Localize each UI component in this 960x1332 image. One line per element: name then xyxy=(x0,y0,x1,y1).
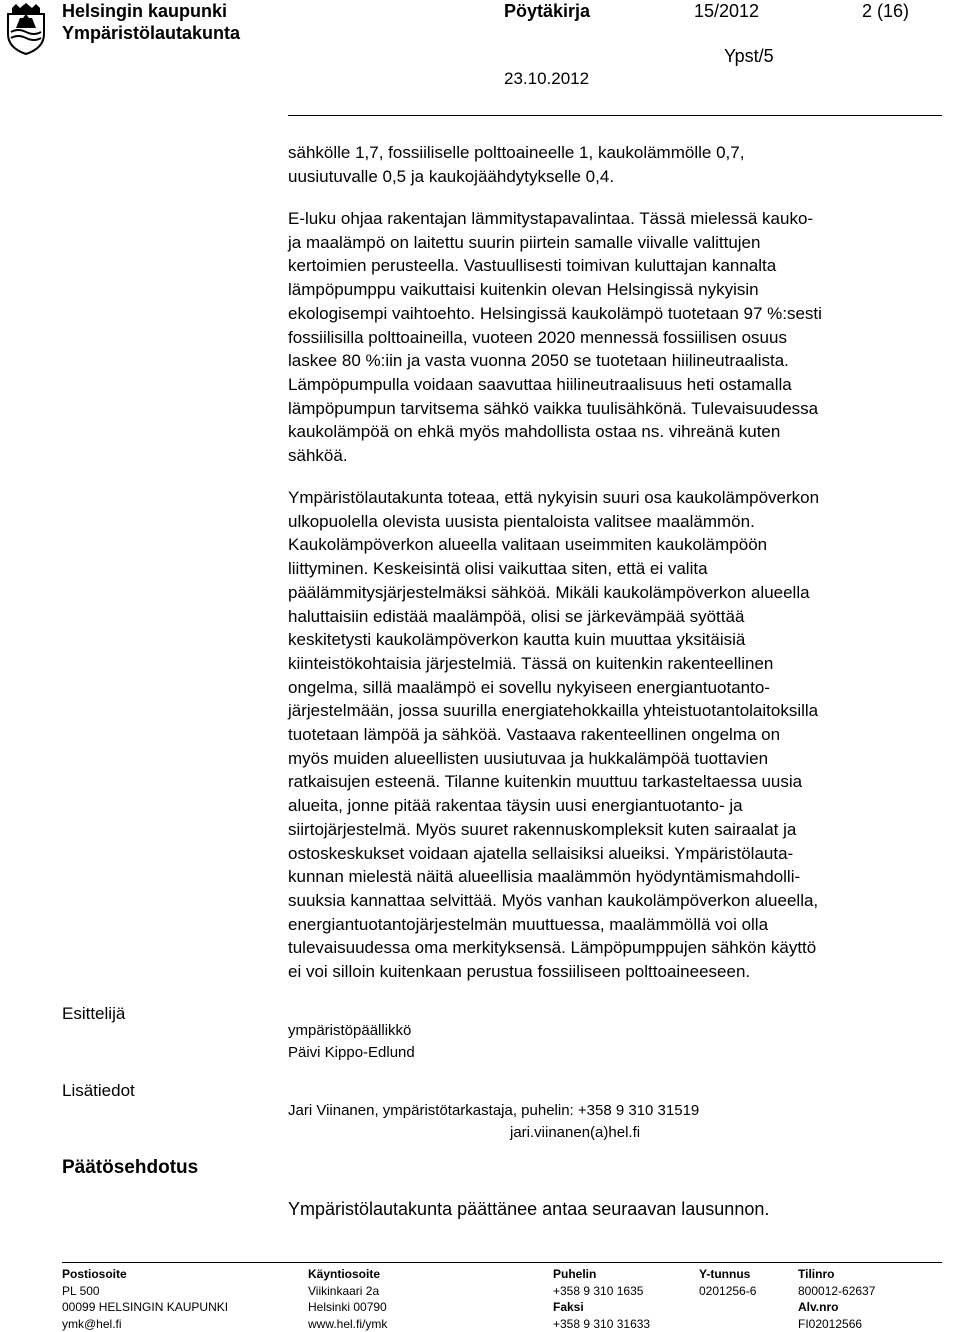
doc-type: Pöytäkirja xyxy=(504,1,591,21)
page-number: 2 (16) xyxy=(862,1,910,21)
proposal-heading: Päätösehdotus xyxy=(62,1157,199,1178)
footer-value: 0201256-6 xyxy=(699,1283,757,1298)
text-line: ongelma, sillä maalämpö ei sovellu nykyiseen energiantuotanto- xyxy=(288,677,770,697)
footer-postal xyxy=(62,1266,228,1332)
section-id: Ypst/5 xyxy=(724,46,774,66)
footer-website-link[interactable]: www.hel.fi/ymk xyxy=(308,1316,388,1331)
text-line: lämpöpumppu vaikuttaisi kuitenkin olevan Helsingissä nykyisin xyxy=(288,280,759,300)
footer-value: 00099 HELSINGIN KAUPUNKI xyxy=(62,1300,229,1314)
presenter-title: ympäristöpäällikkö xyxy=(288,1022,412,1039)
footer-value: +358 9 310 1635 xyxy=(553,1283,644,1298)
text-line: tulevaisuudessa oma merkityksensä. Lämpöpumppujen sähkön käyttö xyxy=(288,938,817,958)
text-line: Kaukolämpöverkon alueella valitaan useimmiten kaukolämpöön xyxy=(288,535,768,555)
footer-heading: Alv.nro xyxy=(798,1300,839,1314)
org-name: Helsingin kaupunki xyxy=(62,1,228,21)
presenter-block xyxy=(288,1020,415,1064)
text-line: kaukolämpöä on ehkä myös mahdollista ostaa ns. vihreänä kuten xyxy=(288,422,781,442)
text-line: laskee 80 %:iin ja vasta vuonna 2050 se tuotetaan hiilineutraalista. xyxy=(288,351,789,371)
info-email: jari.viinanen(a)hel.fi xyxy=(510,1124,641,1141)
presenter-label: Esittelijä xyxy=(62,1004,126,1023)
text-line: uusiutuvalle 0,5 ja kaukojäähdytykselle 0,4. xyxy=(288,166,615,186)
footer-business-id xyxy=(699,1266,756,1299)
footer-value: 800012-62637 xyxy=(798,1283,876,1298)
text-line: kunnan mielestä näitä alueellisia maalämmön hyödyntämismahdolli- xyxy=(288,867,801,887)
footer-value: FI02012566 xyxy=(798,1316,863,1331)
meeting-date: 23.10.2012 xyxy=(504,69,590,88)
text-line: fossiilisilla polttoaineilla, vuoteen 2020 mennessä fossiilisen osuus xyxy=(288,327,787,347)
text-line: haluttaisiin edistää maalämpöä, olisi se järkevämpää syöttää xyxy=(288,606,745,626)
footer-heading: Puhelin xyxy=(553,1267,597,1281)
text-line: liittyminen. Keskeisintä olisi vaikuttaa siten, että ei valita xyxy=(288,559,708,579)
paragraph-3 xyxy=(288,486,819,984)
helsinki-crest-icon xyxy=(4,2,48,56)
text-line: ulkopuolella olevista uusista pientaloista valitsee maalämmön. xyxy=(288,511,755,531)
text-line: siirtojärjestelmä. Myös suuret rakennuskompleksit kuten sairaalat ja xyxy=(288,819,797,839)
text-line: päälämmitysjärjestelmäksi sähköä. Mikäli kaukolämpöverkon alueella xyxy=(288,582,810,602)
footer-value: Viikinkaari 2a xyxy=(308,1283,380,1298)
text-line: sähkölle 1,7, fossiiliselle polttoaineelle 1, kaukolämmölle 0,7, xyxy=(288,143,745,162)
paragraph-2 xyxy=(288,207,822,468)
text-line: alueita, jonne pitää rakentaa täysin uusi energiantuotanto- ja xyxy=(288,796,743,816)
text-line: kertoimien perusteella. Vastuullisesti toimivan kuluttajan kannalta xyxy=(288,256,777,276)
footer-value: PL 500 xyxy=(62,1283,100,1298)
footer-heading: Tilinro xyxy=(798,1267,835,1281)
info-contact: Jari Viinanen, ympäristötarkastaja, puhelin: +358 9 310 31519 xyxy=(288,1102,700,1119)
text-line: lämpöpumpun tarvitsema sähkö vaikka tuulisähkönä. Tulevaisuudessa xyxy=(288,398,819,418)
footer-divider xyxy=(62,1262,942,1263)
text-line: Lämpöpumpulla voidaan saavuttaa hiilineutraalisuus heti ostamalla xyxy=(288,374,792,394)
footer-heading: Y-tunnus xyxy=(699,1267,751,1281)
header-divider xyxy=(288,115,942,116)
footer-heading: Faksi xyxy=(553,1300,584,1314)
footer-heading: Käyntiosoite xyxy=(308,1267,381,1281)
footer-value: Helsinki 00790 xyxy=(308,1300,387,1314)
footer-account xyxy=(798,1266,875,1332)
text-line: myös muiden alueellisten uusiutuvaa ja hukkalämpöä tuottavien xyxy=(288,748,769,768)
text-line: tuotetaan lämpöä ja sähköä. Vastaava rakenteellinen ongelma on xyxy=(288,725,781,745)
board-name: Ympäristölautakunta xyxy=(62,23,241,43)
text-line: ostoskeskukset voidaan ajatella sellaisiksi alueiksi. Ympäristölauta- xyxy=(288,843,794,863)
text-line: ekologisempi vaihtoehto. Helsingissä kaukolämpö tuotetaan 97 %:sesti xyxy=(288,303,822,323)
footer-value: +358 9 310 31633 xyxy=(553,1316,651,1331)
text-line: ei voi silloin kuitenkaan perustua fossiiliseen polttoaineeseen. xyxy=(288,962,751,982)
text-line: ja maalämpö on laitettu suurin piirtein samalle viivalle valittujen xyxy=(288,232,761,252)
text-line: Ympäristölautakunta toteaa, että nykyisin suuri osa kaukolämpöverkon xyxy=(288,488,820,507)
text-line: suuksia kannattaa selvittää. Myös vanhan kaukolämpöverkon alueella, xyxy=(288,890,819,910)
footer-heading: Postiosoite xyxy=(62,1267,127,1281)
footer-phone xyxy=(553,1266,650,1332)
text-line: keskitetysti kaukolämpöverkon kautta kuin muuttaa yksitäisiä xyxy=(288,630,746,650)
text-line: sähköä. xyxy=(288,446,348,466)
text-line: järjestelmään, jossa suurilla energiatehokkailla yhteistuotantolaitoksilla xyxy=(288,701,819,721)
footer-email-link[interactable]: ymk@hel.fi xyxy=(62,1316,122,1331)
info-label: Lisätiedot xyxy=(62,1081,135,1100)
paragraph-1 xyxy=(288,141,744,188)
presenter-name: Päivi Kippo-Edlund xyxy=(288,1044,415,1061)
text-line: energiantuotantojärjestelmän muuttuessa, maalämmöllä voi olla xyxy=(288,914,769,934)
text-line: E-luku ohjaa rakentajan lämmitystapavalintaa. Tässä mielessä kauko- xyxy=(288,209,814,228)
proposal-text: Ympäristölautakunta päättänee antaa seuraavan lausunnon. xyxy=(288,1199,770,1219)
text-line: ratkaisujen esteenä. Tilanne kuitenkin muuttuu tarkasteltaessa uusia xyxy=(288,772,803,792)
footer-visiting xyxy=(308,1266,387,1332)
text-line: kiinteistökohtaisia järjestelmiä. Tässä on kuitenkin rakenteellinen xyxy=(288,653,774,673)
doc-number: 15/2012 xyxy=(694,1,760,21)
